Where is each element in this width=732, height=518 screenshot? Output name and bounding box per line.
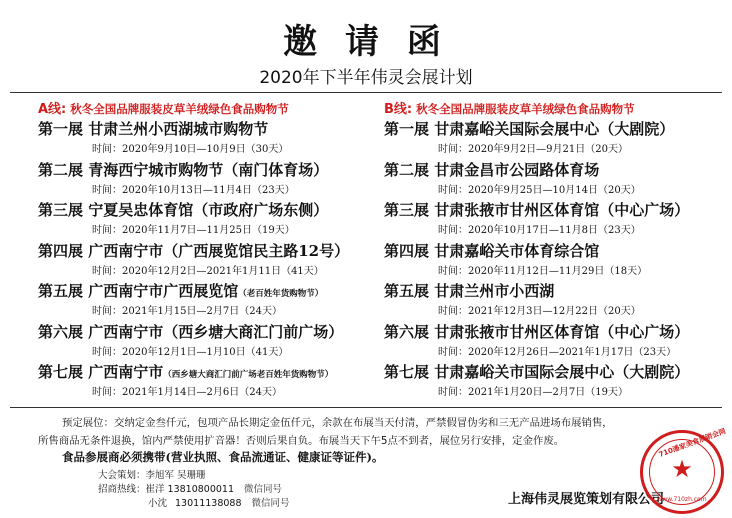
line-b-exhibition-7 [384,361,689,382]
line-a-exhibition-6 [38,321,343,342]
line-b-exhibition-5 [384,280,554,301]
line-a-exhibition-time: 时间：2020年10月13日—11月4日（23天） [92,184,295,196]
line-b-exhibition-name: 第六展 甘肃张掖市甘州区体育馆（中心广场） [384,322,690,341]
star-icon: ★ [671,455,693,483]
line-a-heading [38,98,289,117]
line-a-exhibition-name: 第二展 青海西宁城市购物节（南门体育场） [38,160,329,179]
line-a-exhibition-name: 第七展 广西南宁市 [38,363,164,381]
line-b-exhibition-time: 时间：2020年9月2日—9月21日（20天） [438,144,628,155]
line-b-exhibition-6 [384,321,689,342]
line-b-exhibition-name: 第二展 甘肃金昌市公园路体育场 [384,160,600,179]
line-a-exhibition-note: （西乡塘大商汇门前广场老百姓年货购物节） [163,370,334,380]
line-a-exhibition-name: 第六展 广西南宁市（西乡塘大商汇门前广场） [38,322,344,341]
page-subtitle: 2020年下半年伟灵会展计划 [259,68,473,88]
line-b-exhibition-4 [384,240,599,261]
divider-top [10,92,722,93]
line-a-exhibition-name: 第三展 宁夏吴忠体育馆（市政府广场东侧） [38,201,329,219]
seal-web-text: www.710zh.com [657,496,707,503]
notes-line-2: 所售商品无条件退换，馆内严禁使用扩音器！否则后果自负。布展当天下午5点不到者，展位另行安排，定金作废。 [38,435,565,447]
contact-planner: 大会策划：李旭军 吴珊珊 [98,470,206,481]
line-a-exhibition-2 [38,159,328,180]
line-a-exhibition-name: 第四展 广西南宁市（广西展览馆民主路12号） [38,241,350,260]
line-b-exhibition-time: 时间：2020年12月26日—2021年1月17日（23天） [438,346,677,358]
notes-line-3: 食品参展商必须携带(营业执照、食品流通证、健康证等证件)。 [62,450,384,464]
line-b-exhibition-time: 时间：2020年9月25日—10月14日（20天） [438,184,641,196]
line-a-exhibition-time: 时间：2021年1月14日—2月6日（24天） [92,387,282,398]
contact-shen: 小沈 13011138088 微信同号 [148,498,290,509]
line-b-exhibition-3 [384,199,689,220]
line-b-exhibition-time: 时间：2021年1月20日—2月7日（19天） [438,387,628,398]
line-a-tag: A线: [38,102,67,117]
line-a-exhibition-time: 时间：2020年9月10日—10月9日（30天） [92,144,289,155]
line-b-exhibition-name: 第三展 甘肃张掖市甘州区体育馆（中心广场） [384,201,690,219]
line-b-exhibition-name: 第一展 甘肃嘉峪关国际会展中心（大剧院） [384,120,675,138]
line-a-exhibition-name: 第五展 广西南宁市广西展览馆 [38,282,239,300]
notes-line-1: 预定展位：交纳定金叁仟元，包项产品长期定金伍仟元，余款在布展当天付清，严禁假冒伪劣和三无产品进场布展销售， [62,417,613,429]
line-a-exhibition-time: 时间：2021年1月15日—2月7日（24天） [92,306,282,317]
line-b-theme: 秋冬全国品牌服装皮草羊绒绿色食品购物节 [416,102,635,116]
line-b-exhibition-name: 第四展 甘肃嘉峪关市体育综合馆 [384,241,600,260]
line-a-exhibition-4 [38,240,349,261]
line-a-theme: 秋冬全国品牌服装皮草羊绒绿色食品购物节 [70,102,289,116]
seal-ring-text: 710潘家美食展销会网 [657,427,727,459]
line-b-heading [384,98,635,117]
line-b-exhibition-name: 第七展 甘肃嘉峪关市国际会展中心（大剧院） [384,363,690,381]
page-title: 邀 请 函 [283,22,449,62]
line-a-exhibition-7 [38,361,333,382]
line-b-tag: B线: [384,102,413,117]
line-b-exhibition-1 [384,118,674,139]
company-name: 上海伟灵展览策划有限公司 [508,492,665,507]
line-a-exhibition-5 [38,280,323,301]
line-a-exhibition-name: 第一展 甘肃兰州小西湖城市购物节 [38,120,269,138]
line-a-exhibition-3 [38,199,328,220]
line-a-exhibition-time: 时间：2020年12月2日—2021年1月11日（41天） [92,265,324,277]
contact-hotline: 招商热线：崔洋 13810800011 微信同号 [98,484,283,495]
line-b-exhibition-time: 时间：2020年10月17日—11月8日（23天） [438,225,641,236]
seal-stamp [640,427,727,514]
line-a-exhibition-1 [38,118,268,139]
line-b-exhibition-name: 第五展 甘肃兰州市小西湖 [384,282,555,300]
line-a-exhibition-note: （老百姓年货购物节） [238,289,324,299]
line-b-exhibition-time: 时间：2020年11月12日—11月29日（18天） [438,265,648,277]
line-a-exhibition-time: 时间：2020年12月1日—1月10日（41天） [92,346,289,358]
line-b-exhibition-2 [384,159,599,180]
divider-bottom [10,407,722,408]
line-a-exhibition-time: 时间：2020年11月7日—11月25日（19天） [92,225,295,236]
line-b-exhibition-time: 时间：2021年12月3日—12月22日（20天） [438,306,641,317]
